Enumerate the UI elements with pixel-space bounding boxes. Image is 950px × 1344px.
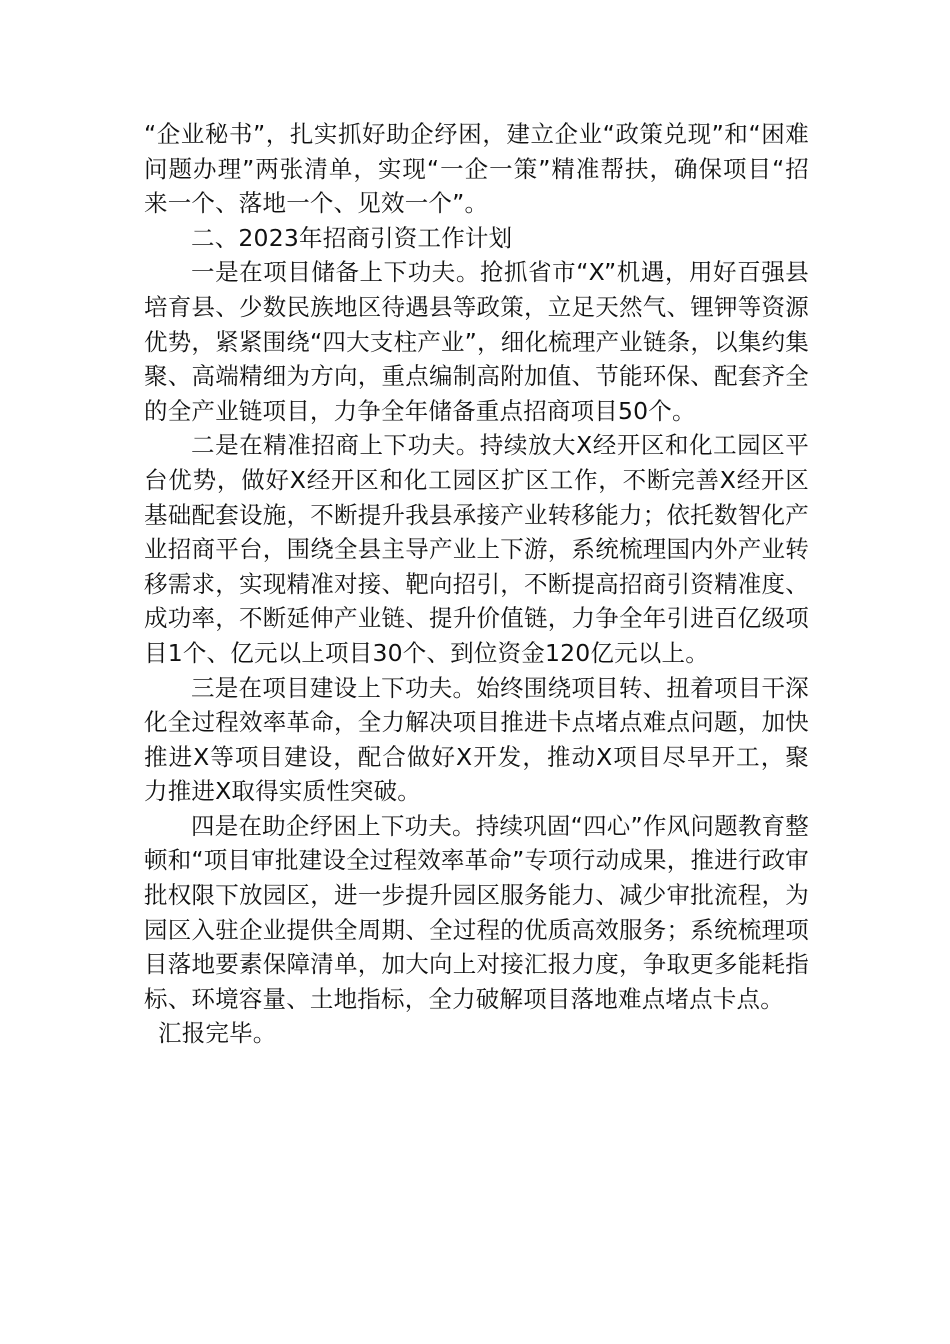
paragraph-project-reserve: 一是在项目储备上下功夫。抢抓省市“X”机遇，用好百强县培育县、少数民族地区待遇县等政策，立足天然气、锂钾等资源优势，紧紧围绕“四大支柱产业”，细化梳理产业链条，以集约集聚、高端精细为方向，重点编制高附加值、节能环保、配套齐全的全产业链项目，力争全年储备重点招商项目50个。 bbox=[144, 258, 809, 425]
paragraph-precise-investment: 二是在精准招商上下功夫。持续放大X经开区和化工园区平台优势，做好X经开区和化工园区扩区工作，不断完善X经开区基础配套设施，不断提升我县承接产业转移能力；依托数智化产业招商平台，围绕全县主导产业上下游，系统梳理国内外产业转移需求，实现精准对接、靶向招引，不断提高招商引资精准度、成功率，不断延伸产业链、提升价值链，力争全年引进百亿级项目1个、亿元以上项目30个、到位资金120亿元以上。 bbox=[144, 431, 810, 667]
paragraph-enterprise-relief: 四是在助企纾困上下功夫。持续巩固“四心”作风问题教育整顿和“项目审批建设全过程效率革命”专项行动成果，推进行政审批权限下放园区，进一步提升园区服务能力、减少审批流程，为园区入驻企业提供全周期、全过程的优质高效服务；系统梳理项目落地要素保障清单，加大向上对接汇报力度，争取更多能耗指标、环境容量、土地指标，全力破解项目落地难点堵点卡点。 bbox=[144, 811, 809, 1013]
section-heading-2023-plan: 二、2023年招商引资工作计划 bbox=[191, 223, 513, 252]
closing-remark: 汇报完毕。 bbox=[158, 1019, 277, 1048]
paragraph-project-construction: 三是在项目建设上下功夫。始终围绕项目转、扭着项目干深化全过程效率革命，全力解决项目推进卡点堵点难点问题，加快推进X等项目建设，配合做好X开发，推动X项目尽早开工，聚力推进X取得实质性突破。 bbox=[144, 673, 809, 806]
document-body bbox=[144, 117, 809, 1051]
paragraph-continuation: “企业秘书”，扎实抓好助企纾困，建立企业“政策兑现”和“困难问题办理”两张清单，实现“一企一策”精准帮扶，确保项目“招来一个、落地一个、见效一个”。 bbox=[144, 120, 809, 218]
